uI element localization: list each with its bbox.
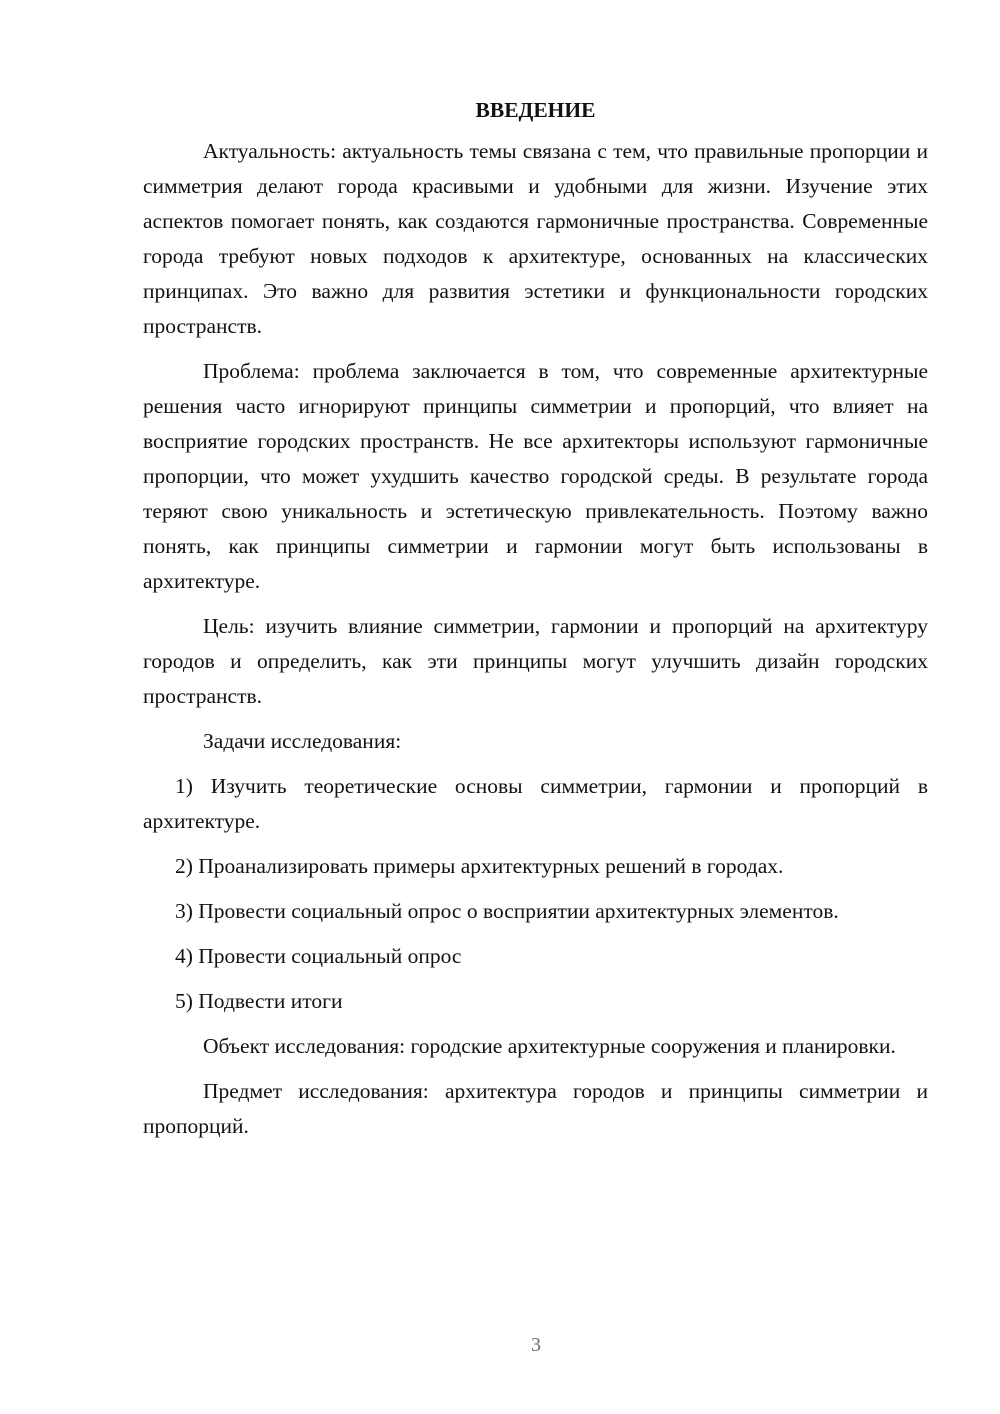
goal-paragraph: Цель: изучить влияние симметрии, гармонии и пропорций на архитектуру городов и определить, как эти принципы могут улучшить дизайн городских пространств. (143, 614, 928, 708)
tasks-title: Задачи исследования: (203, 729, 402, 753)
subject-paragraph: Предмет исследования: архитектура городов и принципы симметрии и пропорций. (143, 1079, 928, 1138)
document-page (143, 93, 928, 1154)
page-number: 3 (531, 1334, 541, 1356)
relevance-paragraph: Актуальность: актуальность темы связана с тем, что правильные пропорции и симметрия делают города красивыми и удобными для жизни. Изучение этих аспектов помогает понять, как создаются гармоничные пространства. Современные города требуют новых подходов к архитектуре, основанных на классических принципах. Это важно для развития эстетики и функциональности городских пространств. (143, 139, 928, 338)
section-heading: ВВЕДЕНИЕ (475, 98, 596, 122)
task-item-1: 1) Изучить теоретические основы симметрии, гармонии и пропорций в архитектуре. (143, 774, 928, 833)
object-paragraph: Объект исследования: городские архитектурные сооружения и планировки. (203, 1034, 896, 1058)
task-item-4: 4) Провести социальный опрос (175, 944, 462, 968)
task-item-2: 2) Проанализировать примеры архитектурных решений в городах. (175, 854, 784, 878)
task-item-5: 5) Подвести итоги (175, 989, 343, 1013)
task-item-3: 3) Провести социальный опрос о восприятии архитектурных элементов. (175, 899, 839, 923)
problem-paragraph: Проблема: проблема заключается в том, что современные архитектурные решения часто игнорируют принципы симметрии и пропорций, что влияет на восприятие городских пространств. Не все архитекторы используют гармоничные пропорции, что может ухудшить качество городской среды. В результате города теряют свою уникальность и эстетическую привлекательность. Поэтому важно понять, как принципы симметрии и гармонии могут быть использованы в архитектуре. (143, 359, 928, 593)
